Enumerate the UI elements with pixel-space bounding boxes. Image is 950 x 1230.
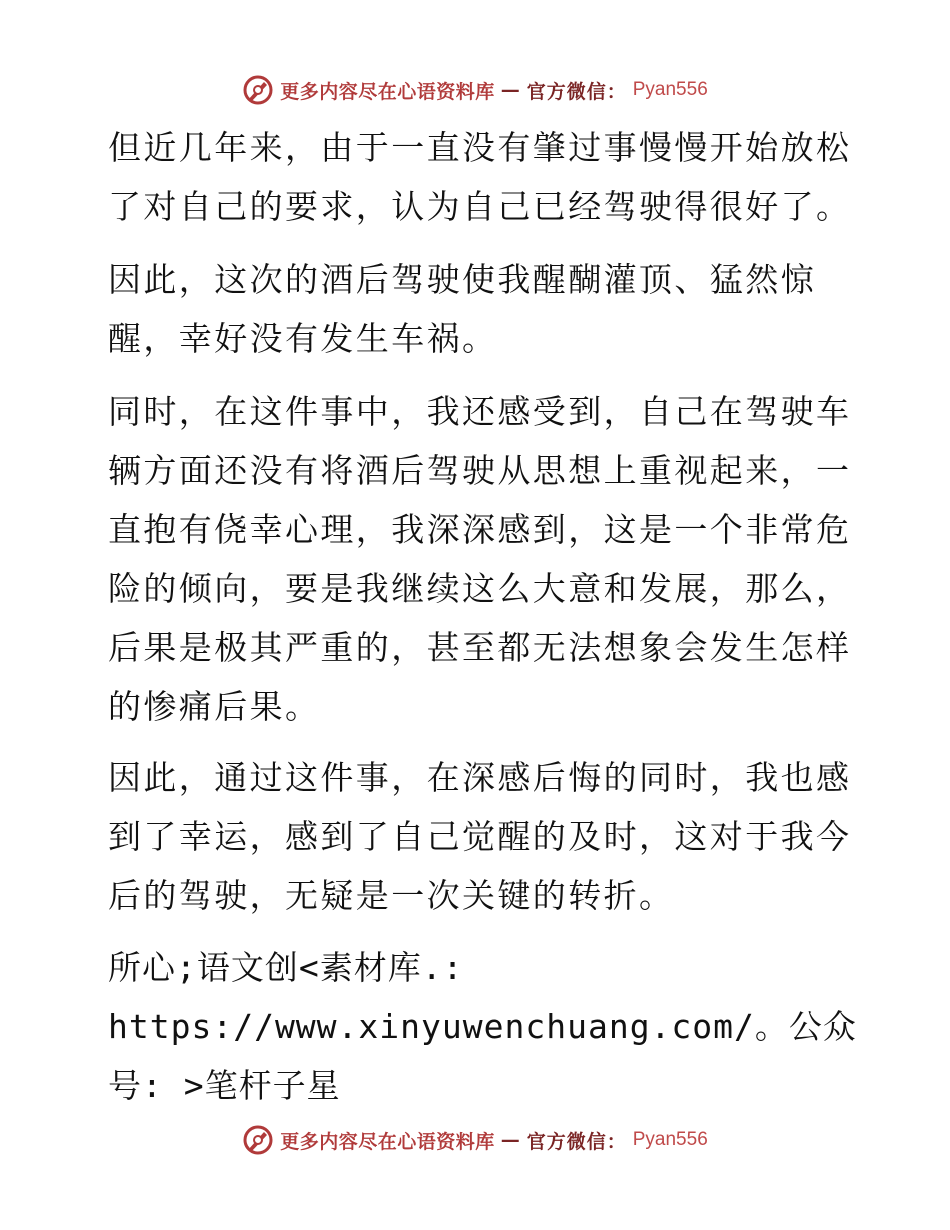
banner-wechat-id: Pyan556 [632, 1129, 708, 1150]
banner-wechat-id: Pyan556 [632, 79, 708, 100]
paragraph-4: 因此，通过这件事，在深感后悔的同时，我也感到了幸运，感到了自己觉醒的及时，这对于我今后的驾驶，无疑是一次关键的转折。 [108, 758, 852, 915]
paragraph-2: 因此，这次的酒后驾驶使我醒醐灌顶、猛然惊醒，幸好没有发生车祸。 [108, 260, 816, 358]
banner-title: 更多内容尽在心语资料库 [280, 1130, 495, 1153]
source-link-paragraph: 所心;语文创<素材库.: https://www.xinyuwenchuang.com/。公众号: >笔杆子星 [108, 948, 857, 1105]
banner-official-label: 官方微信： [526, 1130, 627, 1153]
banner-title: 更多内容尽在心语资料库 [280, 80, 495, 103]
header-banner [0, 70, 950, 110]
banner-official-label: 官方微信： [526, 80, 627, 103]
pen-circle-logo-icon [242, 74, 274, 106]
banner-dash: — [500, 79, 521, 101]
paragraph-1: 但近几年来，由于一直没有肇过事慢慢开始放松了对自己的要求，认为自己已经驾驶得很好了。 [108, 128, 852, 226]
pen-circle-logo-icon [242, 1124, 274, 1156]
banner-dash: — [500, 1129, 521, 1151]
paragraph-3: 同时，在这件事中，我还感受到，自己在驾驶车辆方面还没有将酒后驾驶从思想上重视起来，一直抱有侥幸心理，我深深感到，这是一个非常危险的倾向，要是我继续这么大意和发展，那么，后果是极其严重的，甚至都无法想象会发生怎样的惨痛后果。 [108, 392, 852, 726]
footer-banner [0, 1120, 950, 1160]
